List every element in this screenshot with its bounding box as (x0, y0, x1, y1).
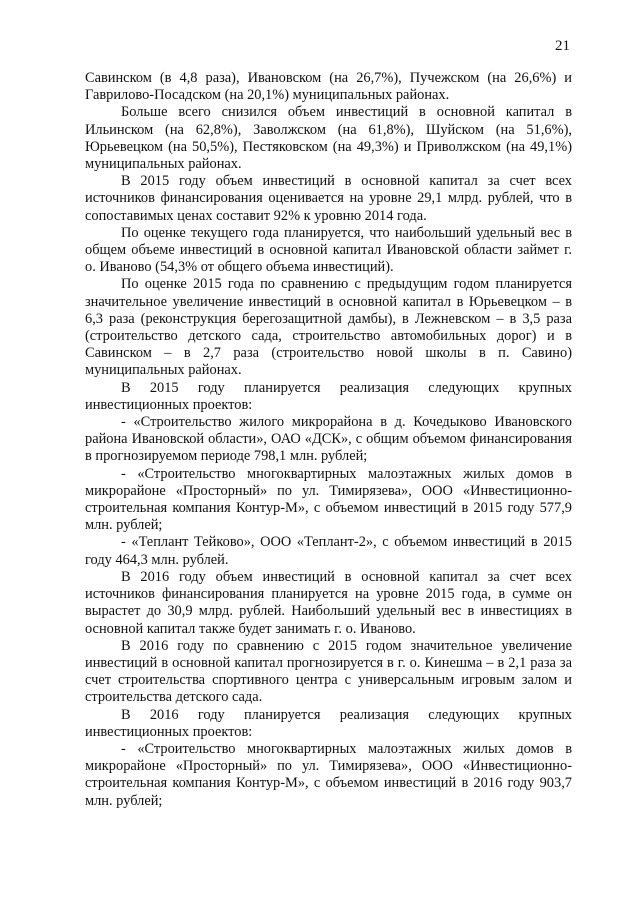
paragraph: - «Строительство многоквартирных малоэтажных жилых домов в микрорайоне «Просторный» по ул. Тимирязева», ООО «Инвестиционно-строительная компания Контур-М», с объемом инвестиций в 2015 году 577,9 млн. рублей; (85, 465, 572, 534)
paragraph: В 2015 году объем инвестиций в основной капитал за счет всех источников финансирования оценивается на уровне 29,1 млрд. рублей, что в сопоставимых ценах составит 92% к уровню 2014 года. (85, 173, 572, 224)
paragraph: По оценке 2015 года по сравнению с предыдущим годом планируется значительное увеличение инвестиций в основной капитал в Юрьевецком – в 6,3 раза (реконструкция берегозащитной дамбы), в Лежневском – в 3,5 раза (строительство детского сада, строительство автомобильных дорог) и в Савинском – в 2,7 раза (строительство новой школы в п. Савино) муниципальных районах. (85, 276, 572, 379)
paragraph: В 2016 году объем инвестиций в основной капитал за счет всех источников финансирования планируется на уровне 2015 года, в сумме он вырастет до 30,9 млрд. рублей. Наибольший удельный вес в инвестициях в основной капитал также будет занимать г. о. Иваново. (85, 568, 572, 637)
paragraph: - «Строительство многоквартирных малоэтажных жилых домов в микрорайоне «Просторный» по ул. Тимирязева», ООО «Инвестиционно-строительная компания Контур-М», с объемом инвестиций в 2016 году 903,7 млн. рублей; (85, 740, 572, 809)
paragraph: Больше всего снизился объем инвестиций в основной капитал в Ильинском (на 62,8%), Заволжском (на 61,8%), Шуйском (на 51,6%), Юрьевецком (на 50,5%), Пестяковском (на 49,3%) и Приволжском (на 49,1%) муниципальных районах. (85, 104, 572, 173)
paragraph: В 2015 году планируется реализация следующих крупных инвестиционных проектов: (85, 379, 572, 413)
paragraph: По оценке текущего года планируется, что наибольший удельный вес в общем объеме инвестиций в основной капитал Ивановской области займет г. о. Иваново (54,3% от общего объема инвестиций). (85, 224, 572, 276)
paragraph: - «Строительство жилого микрорайона в д. Кочедыково Ивановского района Ивановской области», ОАО «ДСК», с общим объемом финансирования в прогнозируемом периоде 798,1 млн. рублей; (85, 414, 572, 465)
page-number: 21 (555, 38, 570, 54)
paragraph: Савинском (в 4,8 раза), Ивановском (на 26,7%), Пучежском (на 26,6%) и Гаврилово-Посадском (на 20,1%) муниципальных районах. (85, 70, 572, 104)
document-body (85, 70, 572, 810)
paragraph: В 2016 году по сравнению с 2015 годом значительное увеличение инвестиций в основной капитал прогнозируется в г. о. Кинешма – в 2,1 раза за счет строительства спортивного центра с универсальным игровым залом и строительства детского сада. (85, 637, 572, 706)
paragraph: - «Теплант Тейково», ООО «Теплант-2», с объемом инвестиций в 2015 году 464,3 млн. рублей. (85, 534, 572, 568)
paragraph: В 2016 году планируется реализация следующих крупных инвестиционных проектов: (85, 706, 572, 740)
